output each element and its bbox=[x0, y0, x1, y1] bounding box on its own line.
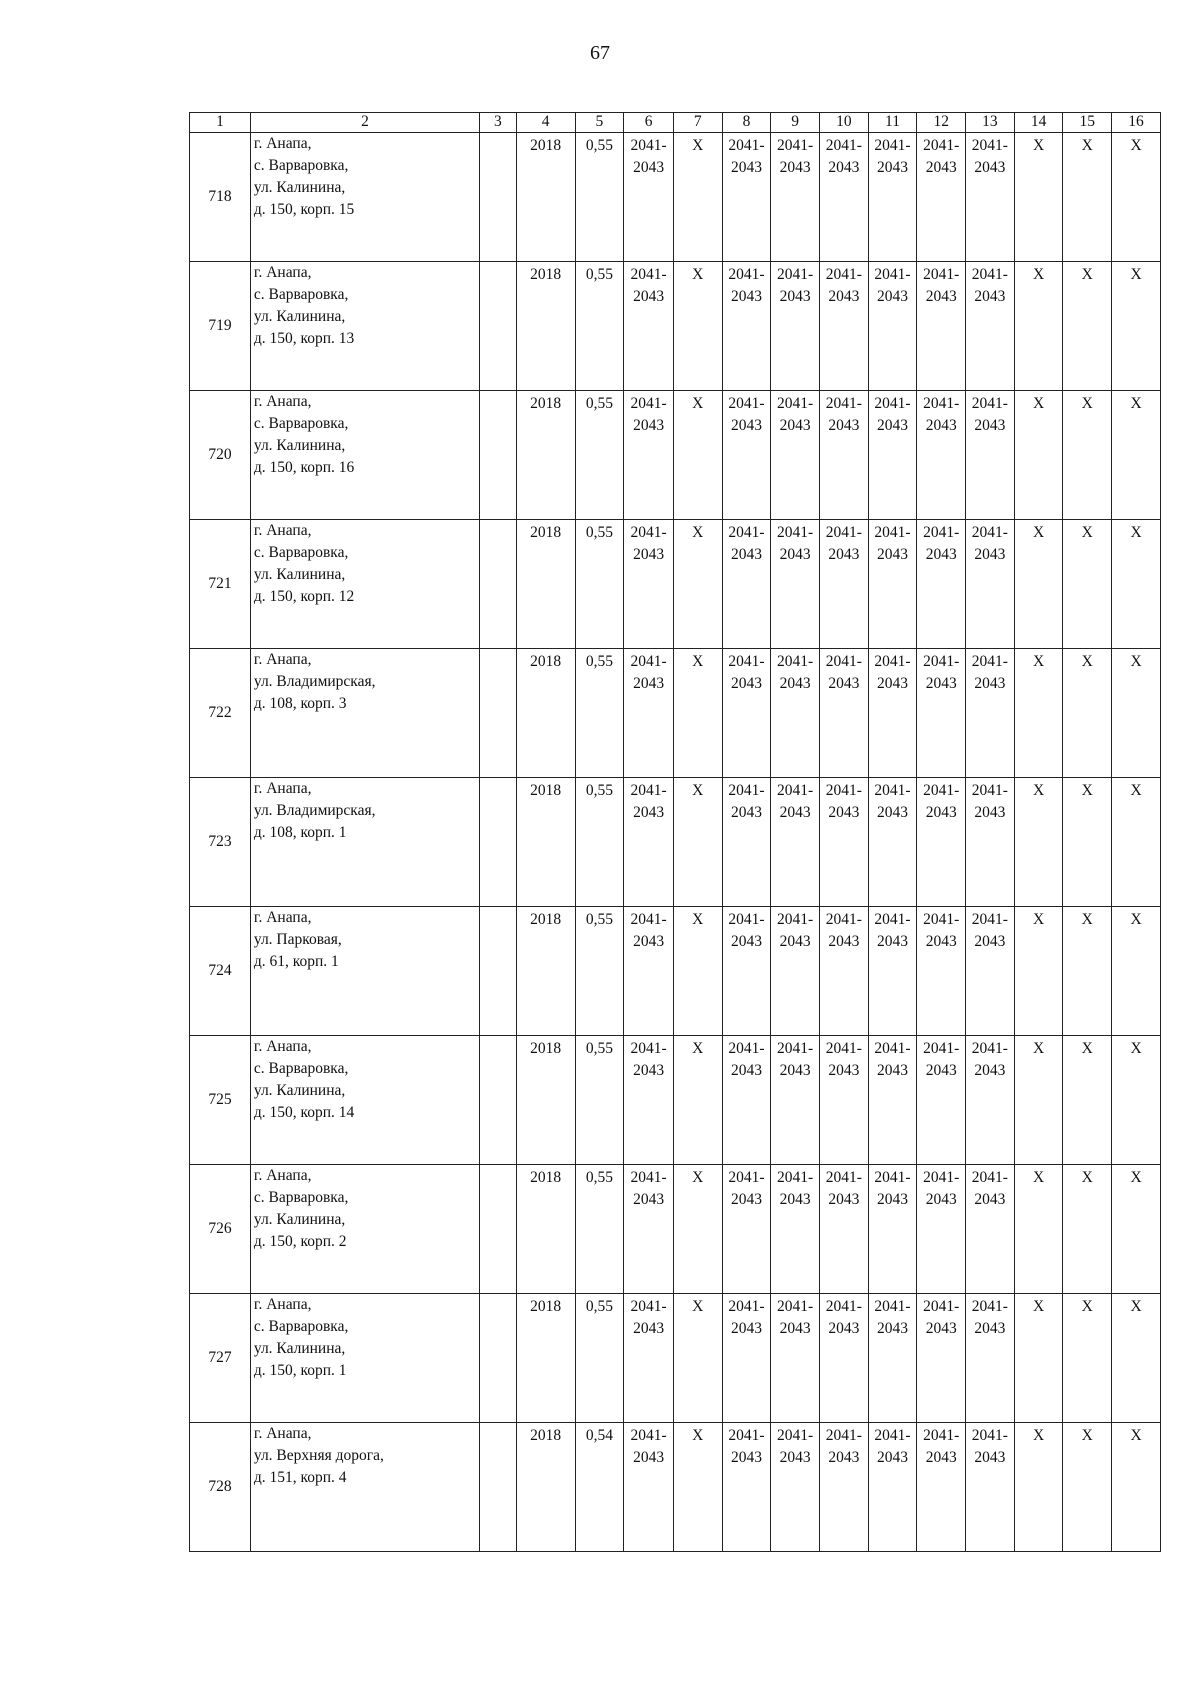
year-cell: 2018 bbox=[516, 391, 575, 520]
period-cell: 2041- 2043 bbox=[868, 520, 917, 649]
period-cell: 2041- 2043 bbox=[966, 778, 1015, 907]
x-mark-cell: X bbox=[1063, 1036, 1112, 1165]
x-mark-cell: X bbox=[1112, 1423, 1161, 1552]
row-number: 728 bbox=[190, 1423, 251, 1552]
x-mark-cell: X bbox=[1014, 133, 1063, 262]
x-mark-cell: X bbox=[1063, 778, 1112, 907]
table-row bbox=[190, 391, 1161, 520]
period-cell: 2041- 2043 bbox=[771, 649, 820, 778]
column-header: 7 bbox=[673, 113, 722, 133]
period-cell: 2041- 2043 bbox=[917, 907, 966, 1036]
x-mark-cell: X bbox=[1063, 391, 1112, 520]
period-cell: 2041- 2043 bbox=[722, 520, 771, 649]
table-row bbox=[190, 778, 1161, 907]
column-header: 2 bbox=[250, 113, 479, 133]
x-mark-cell: X bbox=[1112, 649, 1161, 778]
value-cell: 0,55 bbox=[575, 262, 624, 391]
period-cell: 2041- 2043 bbox=[966, 1165, 1015, 1294]
period-cell: 2041- 2043 bbox=[868, 1036, 917, 1165]
row-number: 721 bbox=[190, 520, 251, 649]
period-cell: 2041- 2043 bbox=[868, 778, 917, 907]
year-cell: 2018 bbox=[516, 1423, 575, 1552]
table-row bbox=[190, 1036, 1161, 1165]
period-cell: 2041- 2043 bbox=[868, 133, 917, 262]
period-cell: 2041- 2043 bbox=[771, 133, 820, 262]
period-cell: 2041- 2043 bbox=[819, 907, 868, 1036]
period-cell: 2041- 2043 bbox=[917, 391, 966, 520]
period-cell: 2041- 2043 bbox=[868, 907, 917, 1036]
period-cell: 2041- 2043 bbox=[819, 649, 868, 778]
table-row bbox=[190, 907, 1161, 1036]
row-number: 727 bbox=[190, 1294, 251, 1423]
period-cell: 2041- 2043 bbox=[868, 649, 917, 778]
col3-cell bbox=[480, 133, 517, 262]
period-cell: 2041- 2043 bbox=[624, 133, 674, 262]
x-mark-cell: X bbox=[1063, 1423, 1112, 1552]
value-cell: 0,55 bbox=[575, 520, 624, 649]
x-mark-cell: X bbox=[1063, 1294, 1112, 1423]
column-header: 12 bbox=[917, 113, 966, 133]
column-header: 11 bbox=[868, 113, 917, 133]
period-cell: 2041- 2043 bbox=[819, 1423, 868, 1552]
column-header: 8 bbox=[722, 113, 771, 133]
period-cell: 2041- 2043 bbox=[624, 391, 674, 520]
col3-cell bbox=[480, 907, 517, 1036]
x-mark-cell: X bbox=[1014, 262, 1063, 391]
table-body bbox=[190, 133, 1161, 1552]
x-mark-cell: X bbox=[1112, 778, 1161, 907]
x-mark-cell: X bbox=[1112, 133, 1161, 262]
period-cell: 2041- 2043 bbox=[966, 391, 1015, 520]
period-cell: 2041- 2043 bbox=[966, 133, 1015, 262]
x-mark-cell: X bbox=[673, 907, 722, 1036]
period-cell: 2041- 2043 bbox=[624, 520, 674, 649]
year-cell: 2018 bbox=[516, 133, 575, 262]
col3-cell bbox=[480, 1423, 517, 1552]
period-cell: 2041- 2043 bbox=[771, 778, 820, 907]
period-cell: 2041- 2043 bbox=[722, 1165, 771, 1294]
x-mark-cell: X bbox=[1112, 1165, 1161, 1294]
x-mark-cell: X bbox=[1014, 1036, 1063, 1165]
x-mark-cell: X bbox=[1014, 649, 1063, 778]
value-cell: 0,55 bbox=[575, 391, 624, 520]
year-cell: 2018 bbox=[516, 520, 575, 649]
period-cell: 2041- 2043 bbox=[917, 262, 966, 391]
x-mark-cell: X bbox=[1063, 133, 1112, 262]
address-cell: г. Анапа, с. Варваровка, ул. Калинина, д. 150, корп. 12 bbox=[250, 520, 479, 649]
row-number: 726 bbox=[190, 1165, 251, 1294]
period-cell: 2041- 2043 bbox=[917, 133, 966, 262]
period-cell: 2041- 2043 bbox=[722, 649, 771, 778]
x-mark-cell: X bbox=[1112, 1036, 1161, 1165]
period-cell: 2041- 2043 bbox=[917, 1165, 966, 1294]
period-cell: 2041- 2043 bbox=[868, 391, 917, 520]
x-mark-cell: X bbox=[673, 262, 722, 391]
row-number: 722 bbox=[190, 649, 251, 778]
table-row bbox=[190, 1294, 1161, 1423]
row-number: 724 bbox=[190, 907, 251, 1036]
value-cell: 0,55 bbox=[575, 1036, 624, 1165]
x-mark-cell: X bbox=[1112, 520, 1161, 649]
period-cell: 2041- 2043 bbox=[771, 520, 820, 649]
col3-cell bbox=[480, 1036, 517, 1165]
period-cell: 2041- 2043 bbox=[917, 1423, 966, 1552]
table-row bbox=[190, 1423, 1161, 1552]
period-cell: 2041- 2043 bbox=[917, 520, 966, 649]
year-cell: 2018 bbox=[516, 262, 575, 391]
period-cell: 2041- 2043 bbox=[819, 262, 868, 391]
row-number: 718 bbox=[190, 133, 251, 262]
x-mark-cell: X bbox=[673, 520, 722, 649]
column-header: 9 bbox=[771, 113, 820, 133]
period-cell: 2041- 2043 bbox=[771, 391, 820, 520]
period-cell: 2041- 2043 bbox=[917, 1036, 966, 1165]
x-mark-cell: X bbox=[1014, 1165, 1063, 1294]
column-header: 3 bbox=[480, 113, 517, 133]
period-cell: 2041- 2043 bbox=[966, 649, 1015, 778]
x-mark-cell: X bbox=[1014, 1423, 1063, 1552]
period-cell: 2041- 2043 bbox=[819, 1036, 868, 1165]
period-cell: 2041- 2043 bbox=[771, 1165, 820, 1294]
period-cell: 2041- 2043 bbox=[917, 649, 966, 778]
x-mark-cell: X bbox=[673, 1165, 722, 1294]
col3-cell bbox=[480, 391, 517, 520]
column-header: 15 bbox=[1063, 113, 1112, 133]
period-cell: 2041- 2043 bbox=[966, 1036, 1015, 1165]
period-cell: 2041- 2043 bbox=[722, 1036, 771, 1165]
column-header: 14 bbox=[1014, 113, 1063, 133]
year-cell: 2018 bbox=[516, 907, 575, 1036]
period-cell: 2041- 2043 bbox=[771, 262, 820, 391]
x-mark-cell: X bbox=[1112, 391, 1161, 520]
period-cell: 2041- 2043 bbox=[819, 133, 868, 262]
period-cell: 2041- 2043 bbox=[624, 1423, 674, 1552]
period-cell: 2041- 2043 bbox=[966, 907, 1015, 1036]
period-cell: 2041- 2043 bbox=[771, 907, 820, 1036]
period-cell: 2041- 2043 bbox=[771, 1423, 820, 1552]
period-cell: 2041- 2043 bbox=[868, 1294, 917, 1423]
data-table bbox=[189, 112, 1161, 1552]
x-mark-cell: X bbox=[673, 1294, 722, 1423]
year-cell: 2018 bbox=[516, 1165, 575, 1294]
year-cell: 2018 bbox=[516, 649, 575, 778]
col3-cell bbox=[480, 262, 517, 391]
address-cell: г. Анапа, с. Варваровка, ул. Калинина, д. 150, корп. 16 bbox=[250, 391, 479, 520]
period-cell: 2041- 2043 bbox=[917, 1294, 966, 1423]
x-mark-cell: X bbox=[1014, 778, 1063, 907]
x-mark-cell: X bbox=[1112, 262, 1161, 391]
value-cell: 0,55 bbox=[575, 1165, 624, 1294]
period-cell: 2041- 2043 bbox=[624, 778, 674, 907]
period-cell: 2041- 2043 bbox=[966, 520, 1015, 649]
x-mark-cell: X bbox=[1014, 907, 1063, 1036]
period-cell: 2041- 2043 bbox=[868, 1165, 917, 1294]
value-cell: 0,55 bbox=[575, 907, 624, 1036]
x-mark-cell: X bbox=[1063, 520, 1112, 649]
x-mark-cell: X bbox=[673, 649, 722, 778]
row-number: 723 bbox=[190, 778, 251, 907]
period-cell: 2041- 2043 bbox=[868, 1423, 917, 1552]
period-cell: 2041- 2043 bbox=[722, 133, 771, 262]
period-cell: 2041- 2043 bbox=[819, 1294, 868, 1423]
x-mark-cell: X bbox=[673, 133, 722, 262]
column-header: 6 bbox=[624, 113, 674, 133]
table-row bbox=[190, 1165, 1161, 1294]
row-number: 725 bbox=[190, 1036, 251, 1165]
period-cell: 2041- 2043 bbox=[722, 778, 771, 907]
value-cell: 0,54 bbox=[575, 1423, 624, 1552]
page-number: 67 bbox=[590, 42, 610, 64]
period-cell: 2041- 2043 bbox=[722, 1294, 771, 1423]
col3-cell bbox=[480, 1165, 517, 1294]
period-cell: 2041- 2043 bbox=[624, 649, 674, 778]
period-cell: 2041- 2043 bbox=[624, 907, 674, 1036]
column-header: 4 bbox=[516, 113, 575, 133]
col3-cell bbox=[480, 778, 517, 907]
address-cell: г. Анапа, ул. Владимирская, д. 108, корп. 1 bbox=[250, 778, 479, 907]
x-mark-cell: X bbox=[1014, 520, 1063, 649]
address-cell: г. Анапа, с. Варваровка, ул. Калинина, д. 150, корп. 14 bbox=[250, 1036, 479, 1165]
period-cell: 2041- 2043 bbox=[722, 262, 771, 391]
x-mark-cell: X bbox=[1014, 391, 1063, 520]
row-number: 719 bbox=[190, 262, 251, 391]
period-cell: 2041- 2043 bbox=[819, 1165, 868, 1294]
value-cell: 0,55 bbox=[575, 649, 624, 778]
x-mark-cell: X bbox=[1063, 649, 1112, 778]
col3-cell bbox=[480, 1294, 517, 1423]
column-header: 5 bbox=[575, 113, 624, 133]
period-cell: 2041- 2043 bbox=[868, 262, 917, 391]
period-cell: 2041- 2043 bbox=[819, 778, 868, 907]
value-cell: 0,55 bbox=[575, 1294, 624, 1423]
col3-cell bbox=[480, 520, 517, 649]
x-mark-cell: X bbox=[1112, 907, 1161, 1036]
period-cell: 2041- 2043 bbox=[771, 1294, 820, 1423]
x-mark-cell: X bbox=[1063, 1165, 1112, 1294]
period-cell: 2041- 2043 bbox=[771, 1036, 820, 1165]
column-header: 1 bbox=[190, 113, 251, 133]
period-cell: 2041- 2043 bbox=[819, 391, 868, 520]
x-mark-cell: X bbox=[673, 1036, 722, 1165]
period-cell: 2041- 2043 bbox=[722, 907, 771, 1036]
address-cell: г. Анапа, ул. Владимирская, д. 108, корп. 3 bbox=[250, 649, 479, 778]
period-cell: 2041- 2043 bbox=[624, 262, 674, 391]
period-cell: 2041- 2043 bbox=[624, 1165, 674, 1294]
column-header: 16 bbox=[1112, 113, 1161, 133]
period-cell: 2041- 2043 bbox=[917, 778, 966, 907]
period-cell: 2041- 2043 bbox=[966, 1423, 1015, 1552]
address-cell: г. Анапа, с. Варваровка, ул. Калинина, д. 150, корп. 2 bbox=[250, 1165, 479, 1294]
x-mark-cell: X bbox=[1112, 1294, 1161, 1423]
period-cell: 2041- 2043 bbox=[722, 391, 771, 520]
address-cell: г. Анапа, ул. Верхняя дорога, д. 151, корп. 4 bbox=[250, 1423, 479, 1552]
address-cell: г. Анапа, с. Варваровка, ул. Калинина, д. 150, корп. 13 bbox=[250, 262, 479, 391]
col3-cell bbox=[480, 649, 517, 778]
year-cell: 2018 bbox=[516, 1294, 575, 1423]
value-cell: 0,55 bbox=[575, 133, 624, 262]
address-cell: г. Анапа, ул. Парковая, д. 61, корп. 1 bbox=[250, 907, 479, 1036]
table-row bbox=[190, 262, 1161, 391]
address-cell: г. Анапа, с. Варваровка, ул. Калинина, д. 150, корп. 15 bbox=[250, 133, 479, 262]
period-cell: 2041- 2043 bbox=[966, 262, 1015, 391]
year-cell: 2018 bbox=[516, 778, 575, 907]
period-cell: 2041- 2043 bbox=[819, 520, 868, 649]
column-header: 10 bbox=[819, 113, 868, 133]
header-row bbox=[190, 113, 1161, 133]
x-mark-cell: X bbox=[673, 1423, 722, 1552]
x-mark-cell: X bbox=[1063, 907, 1112, 1036]
x-mark-cell: X bbox=[673, 391, 722, 520]
year-cell: 2018 bbox=[516, 1036, 575, 1165]
address-cell: г. Анапа, с. Варваровка, ул. Калинина, д. 150, корп. 1 bbox=[250, 1294, 479, 1423]
value-cell: 0,55 bbox=[575, 778, 624, 907]
period-cell: 2041- 2043 bbox=[624, 1294, 674, 1423]
x-mark-cell: X bbox=[673, 778, 722, 907]
x-mark-cell: X bbox=[1063, 262, 1112, 391]
table-row bbox=[190, 520, 1161, 649]
table-row bbox=[190, 133, 1161, 262]
table-row bbox=[190, 649, 1161, 778]
x-mark-cell: X bbox=[1014, 1294, 1063, 1423]
row-number: 720 bbox=[190, 391, 251, 520]
period-cell: 2041- 2043 bbox=[722, 1423, 771, 1552]
period-cell: 2041- 2043 bbox=[966, 1294, 1015, 1423]
column-header: 13 bbox=[966, 113, 1015, 133]
period-cell: 2041- 2043 bbox=[624, 1036, 674, 1165]
